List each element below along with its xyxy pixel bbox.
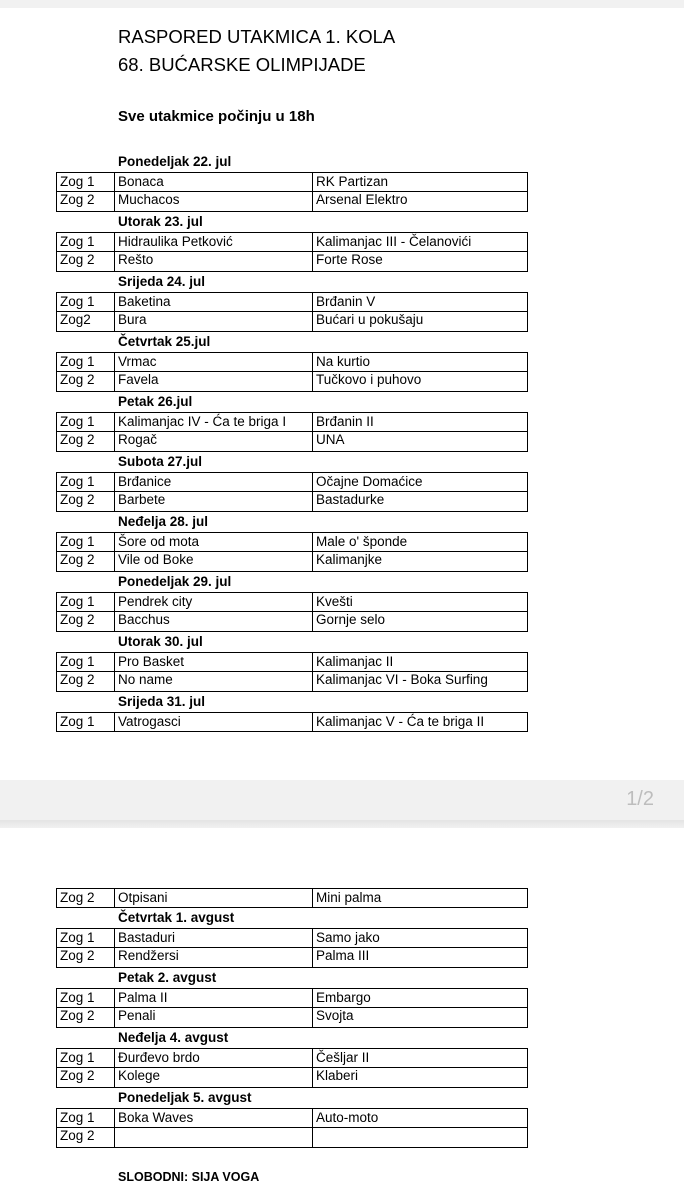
away-team-cell: Embargo bbox=[316, 990, 371, 1005]
home-team-cell: Bura bbox=[115, 311, 313, 331]
day-header: Srijeda 24. jul bbox=[118, 274, 206, 289]
match-row bbox=[56, 928, 528, 948]
home-team-cell: Bastaduri bbox=[115, 929, 313, 947]
match-row bbox=[56, 491, 528, 512]
schedule-subtitle: 68. BUĆARSKE OLIMPIJADE bbox=[118, 54, 366, 75]
document-page-1 bbox=[0, 8, 684, 780]
away-team-cell: Svojta bbox=[316, 1008, 354, 1023]
day-header: Neđelja 4. avgust bbox=[118, 1030, 229, 1045]
match-row bbox=[56, 1067, 528, 1088]
home-team-cell: Đurđevo brdo bbox=[115, 1049, 313, 1067]
home-team-cell: Kolege bbox=[115, 1067, 313, 1087]
away-team-cell: Kalimanjac VI - Boka Surfing bbox=[316, 672, 488, 687]
home-team-cell: Kalimanjac IV - Ća te briga I bbox=[115, 413, 313, 431]
field-cell: Zog 2 bbox=[57, 889, 115, 907]
away-team-cell: Na kurtio bbox=[316, 354, 371, 369]
away-team-cell: Bastadurke bbox=[316, 492, 385, 507]
day-header: Ponedeljak 22. jul bbox=[118, 154, 232, 169]
field-cell: Zog 2 bbox=[57, 251, 115, 271]
day-header: Utorak 30. jul bbox=[118, 634, 203, 649]
field-cell: Zog 1 bbox=[57, 233, 115, 251]
home-team-cell: Bacchus bbox=[115, 611, 313, 631]
home-team-cell: Bonaca bbox=[115, 173, 313, 191]
free-teams-note: SLOBODNI: SIJA VOGA bbox=[118, 1170, 260, 1184]
home-team-cell: Muchacos bbox=[115, 191, 313, 211]
away-team-cell: Češljar II bbox=[316, 1050, 370, 1065]
match-row bbox=[56, 292, 528, 312]
away-team-cell: Bućari u pokušaju bbox=[316, 312, 424, 327]
match-row bbox=[56, 592, 528, 612]
home-team-cell: Šore od mota bbox=[115, 533, 313, 551]
away-team-cell: UNA bbox=[316, 432, 345, 447]
match-row bbox=[56, 251, 528, 272]
home-team-cell: No name bbox=[115, 671, 313, 691]
away-team-cell: Kalimanjac II bbox=[316, 654, 394, 669]
away-team-cell: Kvešti bbox=[316, 594, 353, 609]
home-team-cell: Vatrogasci bbox=[115, 713, 313, 731]
field-cell: Zog 1 bbox=[57, 1109, 115, 1127]
match-row bbox=[56, 947, 528, 968]
home-team-cell: Penali bbox=[115, 1007, 313, 1027]
away-team-cell: Male o' šponde bbox=[316, 534, 408, 549]
away-team-cell: Mini palma bbox=[316, 890, 382, 905]
home-team-cell: Vrmac bbox=[115, 353, 313, 371]
match-row bbox=[56, 988, 528, 1008]
field-cell: Zog 2 bbox=[57, 191, 115, 211]
day-header: Četvrtak 25.jul bbox=[118, 334, 211, 349]
home-team-cell bbox=[115, 1127, 313, 1147]
away-team-cell: Očajne Domaćice bbox=[316, 474, 423, 489]
field-cell: Zog 2 bbox=[57, 371, 115, 391]
home-team-cell: Barbete bbox=[115, 491, 313, 511]
match-row bbox=[56, 1127, 528, 1148]
field-cell: Zog 2 bbox=[57, 611, 115, 631]
document-page-2 bbox=[0, 828, 684, 1200]
home-team-cell: Rogač bbox=[115, 431, 313, 451]
match-row bbox=[56, 611, 528, 632]
home-team-cell: Brđanice bbox=[115, 473, 313, 491]
away-team-cell: Forte Rose bbox=[316, 252, 383, 267]
match-row bbox=[56, 412, 528, 432]
away-team-cell: Auto-moto bbox=[316, 1110, 379, 1125]
home-team-cell: Boka Waves bbox=[115, 1109, 313, 1127]
match-row bbox=[56, 888, 528, 908]
away-team-cell: Kalimanjac V - Ća te briga II bbox=[316, 714, 485, 729]
field-cell: Zog 1 bbox=[57, 989, 115, 1007]
away-team-cell: Kalimanjac III - Čelanovići bbox=[316, 234, 472, 249]
field-cell: Zog 2 bbox=[57, 1127, 115, 1147]
home-team-cell: Otpisani bbox=[115, 889, 313, 907]
field-cell: Zog 1 bbox=[57, 929, 115, 947]
match-row bbox=[56, 551, 528, 572]
away-team-cell: Samo jako bbox=[316, 930, 380, 945]
schedule-title: RASPORED UTAKMICA 1. KOLA bbox=[118, 26, 396, 47]
match-row bbox=[56, 532, 528, 552]
day-header: Četvrtak 1. avgust bbox=[118, 910, 235, 925]
field-cell: Zog 2 bbox=[57, 431, 115, 451]
away-team-cell: RK Partizan bbox=[316, 174, 389, 189]
day-header: Ponedeljak 29. jul bbox=[118, 574, 232, 589]
start-time-note: Sve utakmice počinju u 18h bbox=[118, 108, 315, 125]
match-row bbox=[56, 1048, 528, 1068]
home-team-cell: Pro Basket bbox=[115, 653, 313, 671]
field-cell: Zog2 bbox=[57, 311, 115, 331]
match-row bbox=[56, 472, 528, 492]
match-row bbox=[56, 712, 528, 732]
away-team-cell: Tučkovo i puhovo bbox=[316, 372, 422, 387]
home-team-cell: Favela bbox=[115, 371, 313, 391]
away-team-cell: Brđanin II bbox=[316, 414, 374, 429]
field-cell: Zog 2 bbox=[57, 551, 115, 571]
home-team-cell: Palma II bbox=[115, 989, 313, 1007]
home-team-cell: Rešto bbox=[115, 251, 313, 271]
field-cell: Zog 2 bbox=[57, 491, 115, 511]
match-row bbox=[56, 172, 528, 192]
field-cell: Zog 1 bbox=[57, 473, 115, 491]
match-row bbox=[56, 1108, 528, 1128]
day-header: Subota 27.jul bbox=[118, 454, 203, 469]
field-cell: Zog 2 bbox=[57, 947, 115, 967]
field-cell: Zog 2 bbox=[57, 1007, 115, 1027]
home-team-cell: Pendrek city bbox=[115, 593, 313, 611]
day-header: Petak 26.jul bbox=[118, 394, 193, 409]
away-team-cell: Arsenal Elektro bbox=[316, 192, 408, 207]
away-team-cell: Palma III bbox=[316, 948, 370, 963]
match-row bbox=[56, 431, 528, 452]
field-cell: Zog 2 bbox=[57, 1067, 115, 1087]
away-team-cell: Klaberi bbox=[316, 1068, 359, 1083]
away-team-cell: Brđanin V bbox=[316, 294, 376, 309]
day-header: Ponedeljak 5. avgust bbox=[118, 1090, 252, 1105]
day-header: Neđelja 28. jul bbox=[118, 514, 209, 529]
away-team-cell: Gornje selo bbox=[316, 612, 386, 627]
match-row bbox=[56, 371, 528, 392]
field-cell: Zog 1 bbox=[57, 353, 115, 371]
field-cell: Zog 1 bbox=[57, 1049, 115, 1067]
match-row bbox=[56, 1007, 528, 1028]
field-cell: Zog 1 bbox=[57, 293, 115, 311]
field-cell: Zog 1 bbox=[57, 593, 115, 611]
away-team-cell: Kalimanjke bbox=[316, 552, 383, 567]
day-header: Utorak 23. jul bbox=[118, 214, 203, 229]
page-indicator: 1/2 bbox=[626, 788, 654, 810]
day-header: Petak 2. avgust bbox=[118, 970, 217, 985]
home-team-cell: Hidraulika Petković bbox=[115, 233, 313, 251]
field-cell: Zog 1 bbox=[57, 533, 115, 551]
match-row bbox=[56, 311, 528, 332]
away-team-cell bbox=[313, 1127, 527, 1147]
match-row bbox=[56, 671, 528, 692]
field-cell: Zog 2 bbox=[57, 671, 115, 691]
match-row bbox=[56, 232, 528, 252]
home-team-cell: Baketina bbox=[115, 293, 313, 311]
match-row bbox=[56, 191, 528, 212]
home-team-cell: Vile od Boke bbox=[115, 551, 313, 571]
match-row bbox=[56, 652, 528, 672]
field-cell: Zog 1 bbox=[57, 713, 115, 731]
field-cell: Zog 1 bbox=[57, 173, 115, 191]
home-team-cell: Rendžersi bbox=[115, 947, 313, 967]
day-header: Srijeda 31. jul bbox=[118, 694, 206, 709]
page-gap bbox=[0, 820, 684, 828]
match-row bbox=[56, 352, 528, 372]
field-cell: Zog 1 bbox=[57, 413, 115, 431]
field-cell: Zog 1 bbox=[57, 653, 115, 671]
